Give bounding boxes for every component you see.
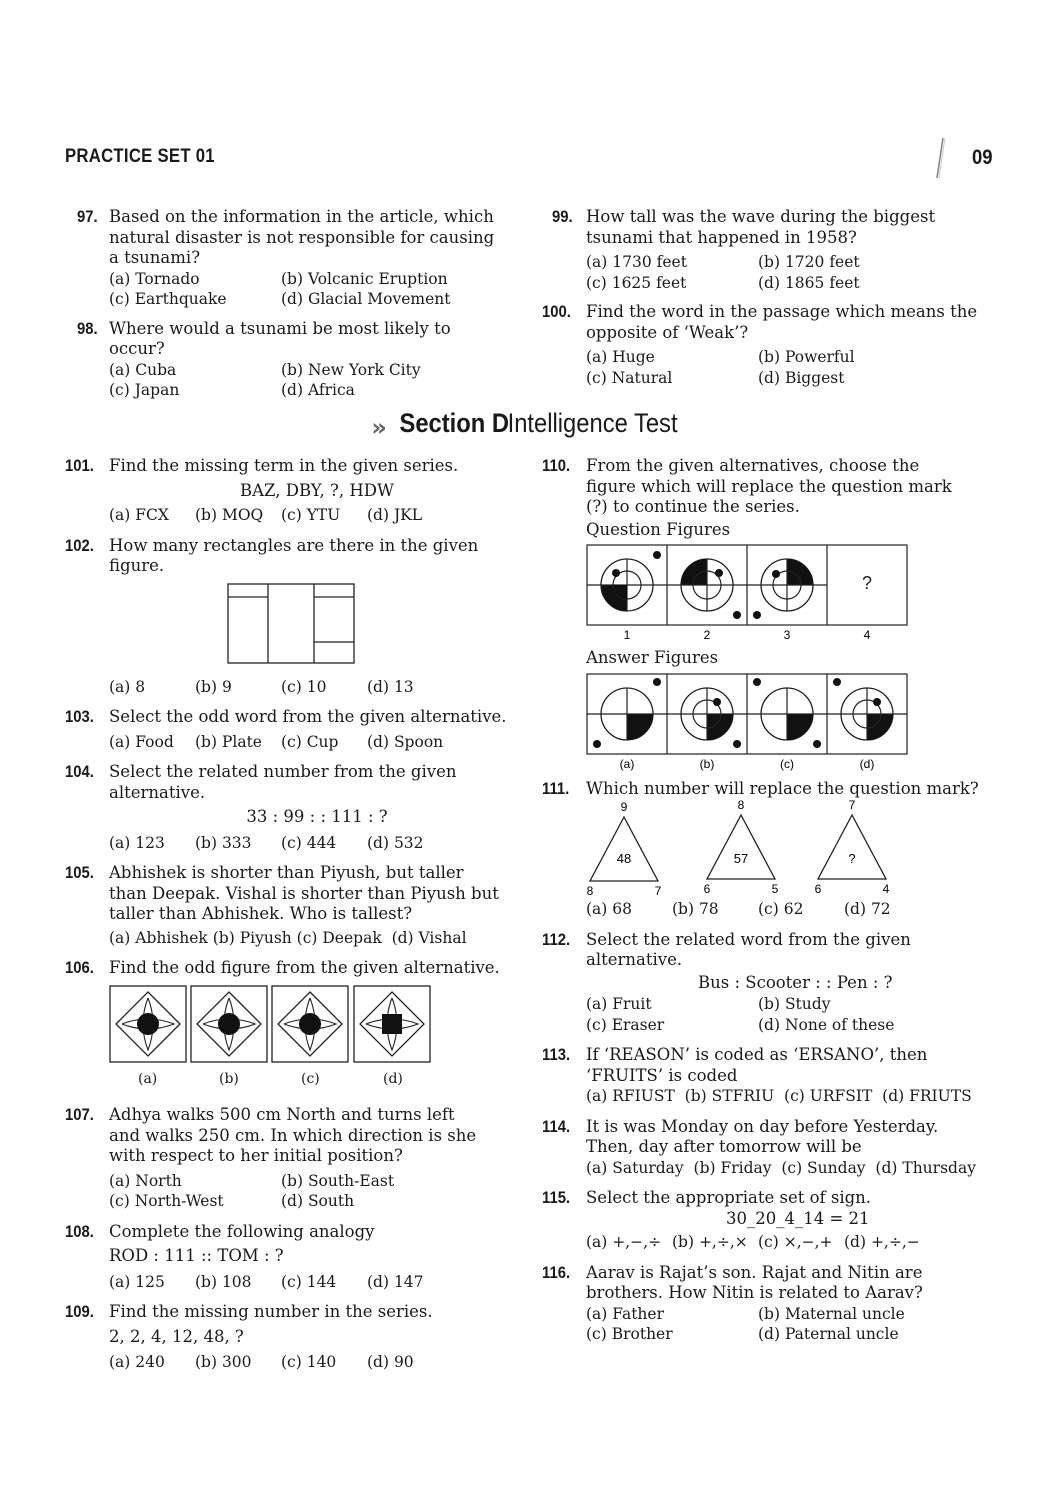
answer-figure-d: [833, 678, 893, 740]
question-text: Find the odd figure from the given alternative.: [109, 958, 500, 977]
question-number: 108.: [65, 1222, 94, 1241]
option-d[interactable]: (d) 1865 feet: [758, 273, 860, 292]
question-number: 114.: [542, 1117, 571, 1136]
answer-figure-a: [593, 678, 661, 748]
question-figure-1: [601, 551, 661, 611]
tri1-right: 7: [654, 884, 662, 898]
label-a[interactable]: (a): [138, 1070, 158, 1087]
triangle-3: [815, 799, 890, 896]
question-109: [65, 1302, 525, 1373]
question-text: Aarav is Rajat’s son. Rajat and Nitin are brothers. How Nitin is related to Aarav?: [586, 1262, 923, 1302]
option-b[interactable]: (b) Plate: [195, 732, 262, 751]
question-116: [542, 1263, 992, 1345]
option-c[interactable]: (c) 140: [281, 1353, 337, 1371]
option-b[interactable]: (b) 108: [195, 1272, 252, 1291]
option-d[interactable]: (d) 147: [367, 1272, 424, 1291]
question-number: 110.: [542, 457, 571, 475]
option-a[interactable]: (a) Cuba: [109, 360, 177, 379]
options: [109, 732, 525, 753]
option-c[interactable]: (c) 10: [281, 677, 327, 696]
top-left-column: [65, 207, 495, 401]
option-d[interactable]: (d) South: [281, 1192, 355, 1210]
odd-figure-options: [109, 985, 439, 1065]
question-number: 113.: [542, 1046, 571, 1064]
option-d[interactable]: (d) Paternal uncle: [758, 1325, 899, 1343]
option-b[interactable]: (b) South-East: [281, 1171, 395, 1190]
tri2-left: 6: [703, 882, 711, 896]
question-text: Find the word in the passage which means the opposite of ‘Weak’?: [586, 302, 978, 342]
answer-label-b[interactable]: (b): [699, 756, 715, 771]
fig-label-1: 1: [623, 628, 631, 642]
question-number: 106.: [65, 959, 94, 977]
question-number: 98.: [77, 319, 98, 338]
question-text: If ‘REASON’ is coded as ‘ERSANO’, then ‘FRUITS’ is coded: [586, 1045, 928, 1085]
question-text: From the given alternatives, choose the figure which will replace the question mark (?) to continue the series.: [586, 456, 952, 516]
question-text: Where would a tsunami be most likely to occur?: [109, 318, 451, 358]
question-mark: ?: [861, 573, 873, 593]
analogy: 33 : 99 : : 111 : ?: [246, 807, 388, 826]
triangle-1: [587, 800, 662, 898]
answer-label-d[interactable]: (d): [859, 756, 875, 771]
tri2-center: 57: [733, 851, 749, 866]
options: [109, 269, 495, 310]
question-text: Based on the information in the article, which natural disaster is not responsible for causing a tsunami?: [109, 207, 495, 267]
option-d[interactable]: (d) 90: [367, 1353, 414, 1371]
option-b[interactable]: (b) MOQ: [195, 506, 264, 524]
page-number: 09: [972, 146, 993, 169]
option-a[interactable]: (a) Tornado: [109, 269, 200, 288]
figure-a: [110, 986, 186, 1062]
tri1-left: 8: [586, 884, 594, 898]
question-number: 101.: [65, 457, 94, 475]
options: [586, 899, 992, 920]
option-d[interactable]: (d) Biggest: [758, 368, 845, 387]
tri3-left: 6: [814, 882, 822, 896]
option-b[interactable]: (b) 300: [195, 1353, 252, 1371]
tri3-top: 7: [848, 799, 856, 812]
question-number: 99.: [552, 208, 573, 226]
option-b[interactable]: (b) 1720 feet: [758, 253, 860, 271]
tri3-right: 4: [882, 882, 890, 896]
fig-label-2: 2: [703, 628, 711, 642]
tri1-top: 9: [620, 800, 628, 814]
question-102: [65, 536, 525, 698]
question-number: 111.: [542, 779, 570, 798]
option-c[interactable]: (c) Eraser: [586, 1015, 665, 1034]
question-number: 100.: [542, 303, 571, 321]
question-number: 97.: [77, 208, 98, 226]
question-number: 103.: [65, 708, 94, 726]
option-b[interactable]: (b) Volcanic Eruption: [281, 269, 448, 288]
label-c[interactable]: (c): [301, 1070, 320, 1087]
option-a[interactable]: (a) Father: [586, 1304, 664, 1323]
options: [586, 1304, 992, 1345]
option-c[interactable]: (c) Cup: [281, 732, 339, 751]
options[interactable]: (a) Abhishek (b) Piyush (c) Deepak (d) Vishal: [109, 928, 467, 947]
tri1-center: 48: [616, 851, 632, 866]
question-103: [65, 707, 525, 752]
option-c[interactable]: (c) North-West: [109, 1192, 224, 1210]
series: BAZ, DBY, ?, HDW: [240, 480, 394, 500]
option-c[interactable]: (c) Brother: [586, 1325, 673, 1343]
question-text: Select the odd word from the given alternative.: [109, 707, 507, 726]
option-b[interactable]: (b) 78: [672, 900, 719, 918]
question-114: [542, 1117, 992, 1179]
question-number: 102.: [65, 536, 94, 555]
question-text: Complete the following analogy: [109, 1221, 375, 1241]
header-divider: [934, 136, 946, 180]
question-text: Find the missing number in the series.: [109, 1302, 433, 1321]
options: [586, 994, 992, 1035]
tri2-right: 5: [771, 882, 779, 896]
question-104: [65, 762, 525, 853]
options: [586, 1232, 992, 1253]
question-106: [65, 958, 525, 1089]
question-figures: [586, 544, 912, 644]
options[interactable]: (a) Saturday (b) Friday (c) Sunday (d) Thursday: [586, 1158, 976, 1177]
options: [109, 1272, 525, 1293]
option-d[interactable]: (d) JKL: [367, 506, 423, 524]
section-heading: [0, 408, 1060, 442]
option-b[interactable]: (b) Study: [758, 995, 831, 1013]
question-108: [65, 1222, 525, 1293]
options: [586, 252, 987, 293]
question-text: Which number will replace the question mark?: [586, 778, 979, 798]
question-110: [542, 456, 992, 773]
option-a[interactable]: (a) FCX: [109, 506, 169, 524]
tri3-center: ?: [848, 851, 856, 866]
question-figure-2: [681, 559, 741, 619]
options: [586, 347, 987, 388]
option-a[interactable]: (a) North: [109, 1171, 182, 1190]
analogy: ROD : 111 :: TOM : ?: [109, 1246, 284, 1265]
option-a[interactable]: (a) 1730 feet: [586, 253, 687, 271]
option-c[interactable]: (c) 62: [758, 900, 804, 918]
question-number: 104.: [65, 763, 94, 781]
question-100: [542, 302, 987, 388]
question-107: [65, 1105, 525, 1212]
option-a[interactable]: (a) 68: [586, 900, 632, 918]
practice-set-title: PRACTICE SET 01: [65, 146, 215, 167]
options: [109, 833, 525, 854]
option-d[interactable]: (d) 532: [367, 833, 424, 852]
question-115: [542, 1188, 992, 1253]
question-111: [542, 779, 992, 920]
options: [109, 677, 525, 698]
answer-figures: [586, 673, 912, 773]
question-number: 109.: [65, 1303, 94, 1321]
option-b[interactable]: (b) New York City: [281, 360, 421, 379]
answer-label-c[interactable]: (c): [780, 756, 794, 771]
option-c[interactable]: (c) Earthquake: [109, 290, 227, 308]
question-text: Select the appropriate set of sign.: [586, 1188, 872, 1207]
left-column: [65, 456, 525, 1373]
option-d[interactable]: (d) Glacial Movement: [281, 290, 451, 308]
question-97: [65, 207, 495, 310]
options: [109, 1171, 525, 1212]
right-column: [542, 456, 992, 1345]
question-text: How tall was the wave during the biggest tsunami that happened in 1958?: [586, 207, 936, 247]
option-b[interactable]: (b) +,÷,×: [672, 1233, 748, 1251]
question-text: Select the related word from the given alternative.: [586, 929, 911, 969]
option-b[interactable]: (b) Powerful: [758, 348, 855, 366]
option-d[interactable]: (d) 13: [367, 677, 414, 696]
option-c[interactable]: (c) ×,−,+: [758, 1233, 833, 1251]
option-a[interactable]: (a) Fruit: [586, 995, 652, 1013]
expression: 30_20_4_14 = 21: [726, 1208, 870, 1228]
option-a[interactable]: (a) 123: [109, 833, 165, 852]
figure-b: [191, 986, 267, 1062]
option-c[interactable]: (c) YTU: [281, 506, 341, 524]
analogy: Bus : Scooter : : Pen : ?: [698, 972, 893, 992]
question-text: Find the missing term in the given series.: [109, 456, 459, 475]
question-figures-caption: Question Figures: [586, 519, 731, 539]
question-99: [542, 207, 987, 293]
option-d[interactable]: (d) Spoon: [367, 732, 444, 751]
answer-figure-c: [753, 678, 821, 748]
option-a[interactable]: (a) Huge: [586, 348, 655, 366]
option-c[interactable]: (c) 444: [281, 833, 337, 852]
option-a[interactable]: (a) +,−,÷: [586, 1233, 662, 1251]
double-chevron-icon: »: [371, 413, 387, 442]
option-b[interactable]: (b) 9: [195, 677, 232, 696]
options: [109, 1352, 525, 1373]
fig-label-4: 4: [863, 628, 871, 642]
question-98: [65, 319, 495, 401]
options: [109, 360, 495, 401]
series: 2, 2, 4, 12, 48, ?: [109, 1326, 244, 1346]
question-text: Abhishek is shorter than Piyush, but taller than Deepak. Vishal is shorter than Piyush but taller than Abhishek. Who is tallest?: [109, 863, 499, 923]
figure-c: [272, 986, 348, 1062]
question-105: [65, 863, 525, 948]
question-text: Select the related number from the given alternative.: [109, 762, 457, 802]
question-figure-3: [753, 559, 813, 619]
option-c[interactable]: (c) Japan: [109, 381, 180, 399]
question-number: 115.: [542, 1189, 571, 1207]
question-text: Adhya walks 500 cm North and turns left and walks 250 cm. In which direction is she with respect to her initial position?: [109, 1105, 477, 1165]
option-c[interactable]: (c) 144: [281, 1272, 337, 1291]
figure-d: [354, 986, 430, 1062]
label-d[interactable]: (d): [383, 1070, 403, 1087]
option-d[interactable]: (d) None of these: [758, 1015, 895, 1034]
option-d[interactable]: (d) 72: [844, 900, 891, 918]
options[interactable]: (a) RFIUST (b) STFRIU (c) URFSIT (d) FRIUTS: [586, 1087, 972, 1105]
question-101: [65, 456, 525, 526]
triangle-2: [704, 799, 779, 896]
option-a[interactable]: (a) 8: [109, 677, 146, 696]
rectangles-figure: [227, 583, 357, 665]
question-number: 105.: [65, 864, 94, 882]
options: [109, 505, 525, 526]
answer-figures-caption: Answer Figures: [586, 648, 719, 667]
question-112: [542, 930, 992, 1036]
section-title: Intelligence Test: [507, 408, 678, 438]
option-a[interactable]: (a) 125: [109, 1272, 165, 1291]
tri2-top: 8: [737, 799, 745, 812]
fig-label-3: 3: [783, 628, 791, 642]
option-a[interactable]: (a) Food: [109, 732, 174, 751]
option-d[interactable]: (d) +,÷,−: [844, 1233, 920, 1251]
answer-label-a[interactable]: (a): [619, 756, 635, 771]
option-c[interactable]: (c) 1625 feet: [586, 273, 687, 292]
option-a[interactable]: (a) 240: [109, 1353, 165, 1371]
option-b[interactable]: (b) 333: [195, 833, 252, 852]
question-number: 116.: [542, 1263, 571, 1282]
question-number: 107.: [65, 1106, 94, 1124]
triangle-puzzle: [582, 799, 912, 899]
question-number: 112.: [542, 930, 571, 949]
option-d[interactable]: (d) Africa: [281, 381, 355, 399]
section-label: Section D: [399, 408, 509, 438]
question-text: How many rectangles are there in the given figure.: [109, 535, 479, 575]
question-text: It is was Monday on day before Yesterday. Then, day after tomorrow will be: [586, 1116, 939, 1156]
top-right-column: [542, 207, 987, 388]
option-c[interactable]: (c) Natural: [586, 368, 673, 387]
answer-figure-b: [681, 688, 741, 748]
figure-labels: [109, 1069, 525, 1090]
option-b[interactable]: (b) Maternal uncle: [758, 1304, 905, 1323]
question-113: [542, 1045, 992, 1107]
label-b[interactable]: (b): [219, 1070, 239, 1087]
